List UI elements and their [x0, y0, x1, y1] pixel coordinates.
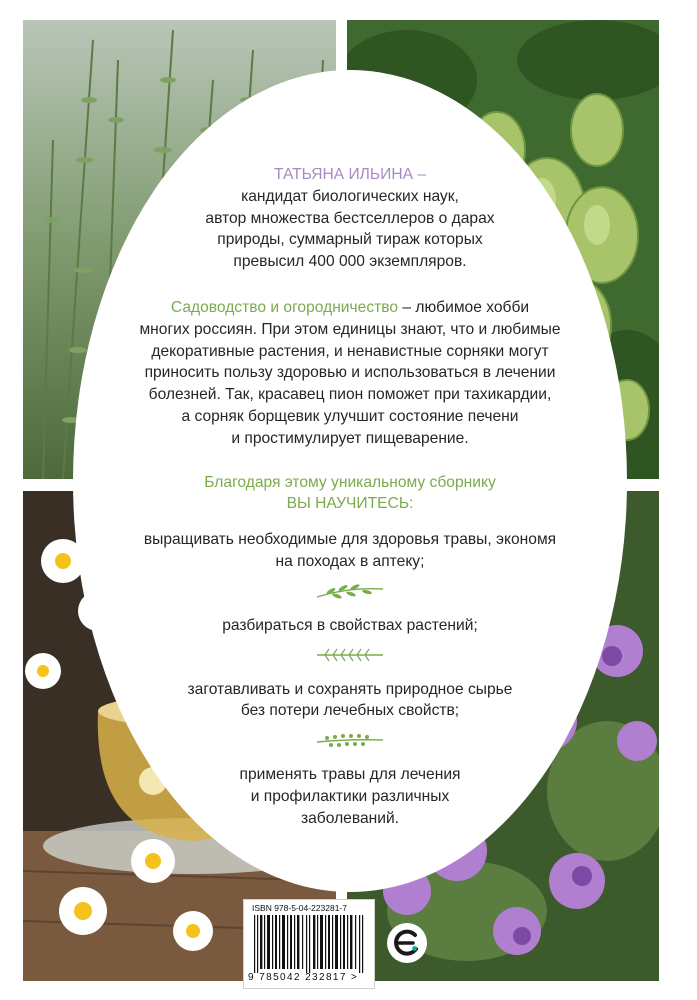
learn-item-4-line-3: заболеваний. [300, 809, 399, 827]
author-bio-line-2: автор множества бестселлеров о дарах [205, 209, 495, 227]
barcode [252, 915, 366, 973]
cover-text [103, 164, 597, 830]
author-bio-line-4: превысил 400 000 экземпляров. [233, 253, 467, 271]
sprig-icon [313, 581, 387, 601]
learn-heading-1: Благодаря этому уникальному сборнику [204, 473, 496, 491]
intro-line-4: болезней. Так, красавец пион поможет при тахикардии, [148, 386, 552, 404]
learn-item-1-line-1: выращивать необходимые для здоровья травы, экономя [143, 531, 557, 549]
author-bio-line-3: природы, суммарный тираж которых [217, 231, 483, 249]
author-name: ТАТЬЯНА ИЛЬИНА – [273, 166, 427, 183]
intro-first-line [103, 297, 597, 319]
learn-item-2: разбираться в свойствах растений; [222, 616, 478, 634]
intro-line-5: а сорняк борщевик улучшит состояние печени [181, 407, 519, 425]
isbn-barcode-box [243, 899, 375, 989]
sprig-icon [313, 645, 387, 665]
intro-line-3: приносить пользу здоровью и использоваться в лечении [144, 364, 556, 382]
author-bio-line-1: кандидат биологических наук, [241, 187, 459, 205]
intro-highlight: Садоводство и огородничество [170, 298, 399, 316]
isbn-label: ISBN 978-5-04-223281-7 [252, 903, 347, 913]
learn-heading-2: ВЫ НАУЧИТЕСЬ: [286, 495, 414, 513]
intro-line-6: и простимулирует пищеварение. [231, 429, 469, 447]
intro-line-2: декоративные растения, и ненавистные сорняки могут [151, 342, 549, 360]
publisher-logo-icon [387, 923, 427, 963]
barcode-digits: 9 785042 232817 > [248, 972, 359, 983]
learn-item-1-line-2: на походах в аптеку; [275, 552, 425, 570]
intro-line-1: многих россиян. При этом единицы знают, что и любимые [139, 320, 561, 338]
learn-item-3-line-1: заготавливать и сохранять природное сырье [187, 680, 513, 698]
learn-item-4-line-2: и профилактики различных [250, 787, 450, 805]
intro-first-rest: – любимое хобби [398, 298, 530, 316]
learn-item-4-line-1: применять травы для лечения [239, 766, 461, 784]
sprig-icon [313, 730, 387, 750]
learn-item-3-line-2: без потери лечебных свойств; [240, 702, 460, 720]
